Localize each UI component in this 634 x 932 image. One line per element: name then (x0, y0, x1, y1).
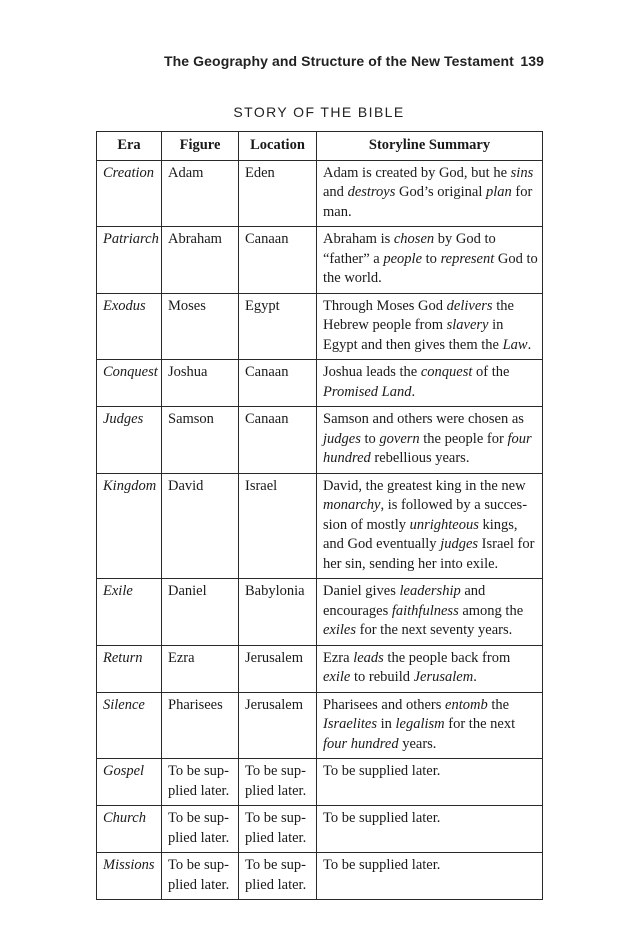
summary-text: Abraham is (323, 231, 394, 247)
summary-emphasis: sins (510, 164, 534, 181)
figure-cell: To be sup-plied later. (162, 853, 239, 900)
summary-emphasis: exile (323, 669, 351, 685)
summary-text: Pharisees and others (323, 696, 446, 713)
table-row (97, 160, 543, 227)
summary-emphasis: legalism (395, 716, 445, 732)
summary-text: To be supplied later. (323, 857, 441, 873)
figure-cell: Ezra (162, 645, 239, 692)
column-header-figure: Figure (162, 132, 239, 161)
table-body (97, 160, 543, 900)
figure-cell: To be sup-plied later. (162, 759, 239, 806)
figure-cell: Daniel (162, 579, 239, 646)
table-row (97, 579, 543, 646)
era-cell: Gospel (97, 759, 162, 806)
summary-cell (317, 293, 543, 360)
figure-cell: Joshua (162, 360, 239, 407)
summary-cell (317, 645, 543, 692)
summary-text: to (422, 250, 441, 267)
summary-text: in Egypt and then gives them the (323, 317, 504, 353)
table-row (97, 473, 543, 579)
era-cell: Exile (97, 579, 162, 646)
table-header (97, 132, 543, 161)
summary-emphasis: four hundred (323, 735, 399, 752)
summary-text: to (360, 430, 380, 447)
table-row (97, 227, 543, 294)
summary-emphasis: destroys (347, 184, 396, 200)
location-cell: Jerusalem (239, 692, 317, 759)
summary-text: Adam is created by God, but he (323, 164, 511, 181)
summary-emphasis: leadership (399, 583, 461, 599)
location-cell: Jerusalem (239, 645, 317, 692)
table-row (97, 407, 543, 474)
table-row (97, 692, 543, 759)
running-title: The Geography and Structure of the New Testament (164, 53, 514, 69)
location-cell: To be sup-plied later. (239, 759, 317, 806)
era-cell: Church (97, 806, 162, 853)
summary-text: Daniel gives (323, 583, 400, 599)
location-cell: Canaan (239, 407, 317, 474)
summary-emphasis: exiles (323, 622, 357, 638)
summary-cell (317, 759, 543, 806)
location-cell: To be sup-plied later. (239, 806, 317, 853)
location-cell: To be sup-plied later. (239, 853, 317, 900)
summary-text: for the next seventy years. (356, 622, 513, 638)
summary-cell (317, 407, 543, 474)
summary-emphasis: faithfulness (391, 602, 459, 619)
summary-emphasis: monarchy (323, 497, 381, 513)
summary-text: Israel for her sin, sending her into exile. (323, 536, 535, 572)
summary-text: To be supplied later. (323, 763, 441, 779)
summary-text: God’s original (395, 184, 486, 200)
summary-cell (317, 579, 543, 646)
summary-text: . (411, 383, 416, 400)
summary-text: years. (398, 735, 437, 752)
figure-cell: Abraham (162, 227, 239, 294)
summary-emphasis: govern (379, 430, 420, 447)
summary-text: . (527, 336, 532, 353)
table-row (97, 853, 543, 900)
summary-text: David, the greatest king in the new (323, 477, 526, 494)
summary-text: Through Moses God (323, 297, 447, 314)
header-row (97, 132, 543, 161)
summary-text: the people back from (383, 649, 511, 666)
summary-text: . (473, 669, 477, 685)
summary-text: God to the world. (323, 250, 538, 286)
summary-text: To be supplied later. (323, 810, 441, 826)
era-cell: Exodus (97, 293, 162, 360)
summary-text: among the (458, 602, 524, 619)
table-row (97, 293, 543, 360)
figure-cell: Pharisees (162, 692, 239, 759)
summary-emphasis: Promised Land (323, 383, 412, 400)
location-cell: Canaan (239, 227, 317, 294)
summary-text: Samson and others were chosen as (323, 411, 524, 427)
summary-emphasis: leads (353, 649, 384, 666)
summary-emphasis: unrighteous (409, 516, 479, 533)
summary-text: in (376, 716, 396, 732)
summary-emphasis: represent (440, 250, 495, 267)
summary-text: , is followed by a succes-sion of mostly (323, 497, 528, 533)
summary-emphasis: chosen (393, 231, 435, 247)
summary-text: the Hebrew people from (323, 297, 514, 333)
figure-cell: Moses (162, 293, 239, 360)
summary-text: the (487, 696, 510, 713)
summary-text: to rebuild (350, 669, 414, 685)
page-number: 139 (520, 53, 544, 69)
summary-text: the people for (419, 430, 508, 447)
summary-text: and encourages (323, 583, 486, 619)
summary-emphasis: Israelites (323, 716, 377, 732)
summary-emphasis: slavery (446, 317, 489, 333)
era-cell: Patriarch (97, 227, 162, 294)
table-row (97, 645, 543, 692)
era-cell: Silence (97, 692, 162, 759)
summary-text: Joshua leads the (323, 364, 421, 380)
table-row (97, 759, 543, 806)
table-title: STORY OF THE BIBLE (233, 104, 405, 120)
summary-emphasis: conquest (420, 364, 473, 380)
summary-text: by God to “father” a (323, 231, 496, 267)
summary-cell (317, 692, 543, 759)
summary-emphasis: entomb (445, 696, 488, 713)
location-cell: Canaan (239, 360, 317, 407)
summary-text: for man. (323, 184, 533, 220)
figure-cell: David (162, 473, 239, 579)
summary-text: Ezra (323, 649, 354, 666)
figure-cell: Samson (162, 407, 239, 474)
summary-emphasis: plan (485, 184, 512, 200)
summary-text: and (323, 184, 348, 200)
summary-emphasis: judges (440, 536, 479, 552)
summary-emphasis: judges (323, 430, 361, 447)
column-header-era: Era (97, 132, 162, 161)
column-header-summary: Storyline Summary (317, 132, 543, 161)
table-row (97, 806, 543, 853)
summary-cell (317, 160, 543, 227)
location-cell: Babylonia (239, 579, 317, 646)
era-cell: Missions (97, 853, 162, 900)
summary-emphasis: people (383, 250, 423, 267)
summary-cell (317, 360, 543, 407)
location-cell: Israel (239, 473, 317, 579)
table-row (97, 360, 543, 407)
running-head (164, 53, 544, 69)
location-cell: Eden (239, 160, 317, 227)
summary-emphasis: delivers (446, 297, 493, 314)
column-header-location: Location (239, 132, 317, 161)
summary-cell (317, 227, 543, 294)
summary-emphasis: Law (502, 336, 528, 353)
summary-text: for the next (444, 716, 516, 732)
figure-cell: Adam (162, 160, 239, 227)
summary-text: kings, and God eventually (323, 516, 518, 552)
summary-cell (317, 806, 543, 853)
era-cell: Conquest (97, 360, 162, 407)
story-of-the-bible-table (96, 131, 543, 900)
era-cell: Creation (97, 160, 162, 227)
era-cell: Kingdom (97, 473, 162, 579)
summary-emphasis: four hundred (323, 430, 532, 466)
summary-cell (317, 473, 543, 579)
era-cell: Judges (97, 407, 162, 474)
summary-cell (317, 853, 543, 900)
summary-emphasis: Jerusalem (413, 669, 474, 685)
location-cell: Egypt (239, 293, 317, 360)
figure-cell: To be sup-plied later. (162, 806, 239, 853)
summary-text: rebellious years. (370, 450, 470, 466)
era-cell: Return (97, 645, 162, 692)
summary-text: of the (472, 364, 510, 380)
